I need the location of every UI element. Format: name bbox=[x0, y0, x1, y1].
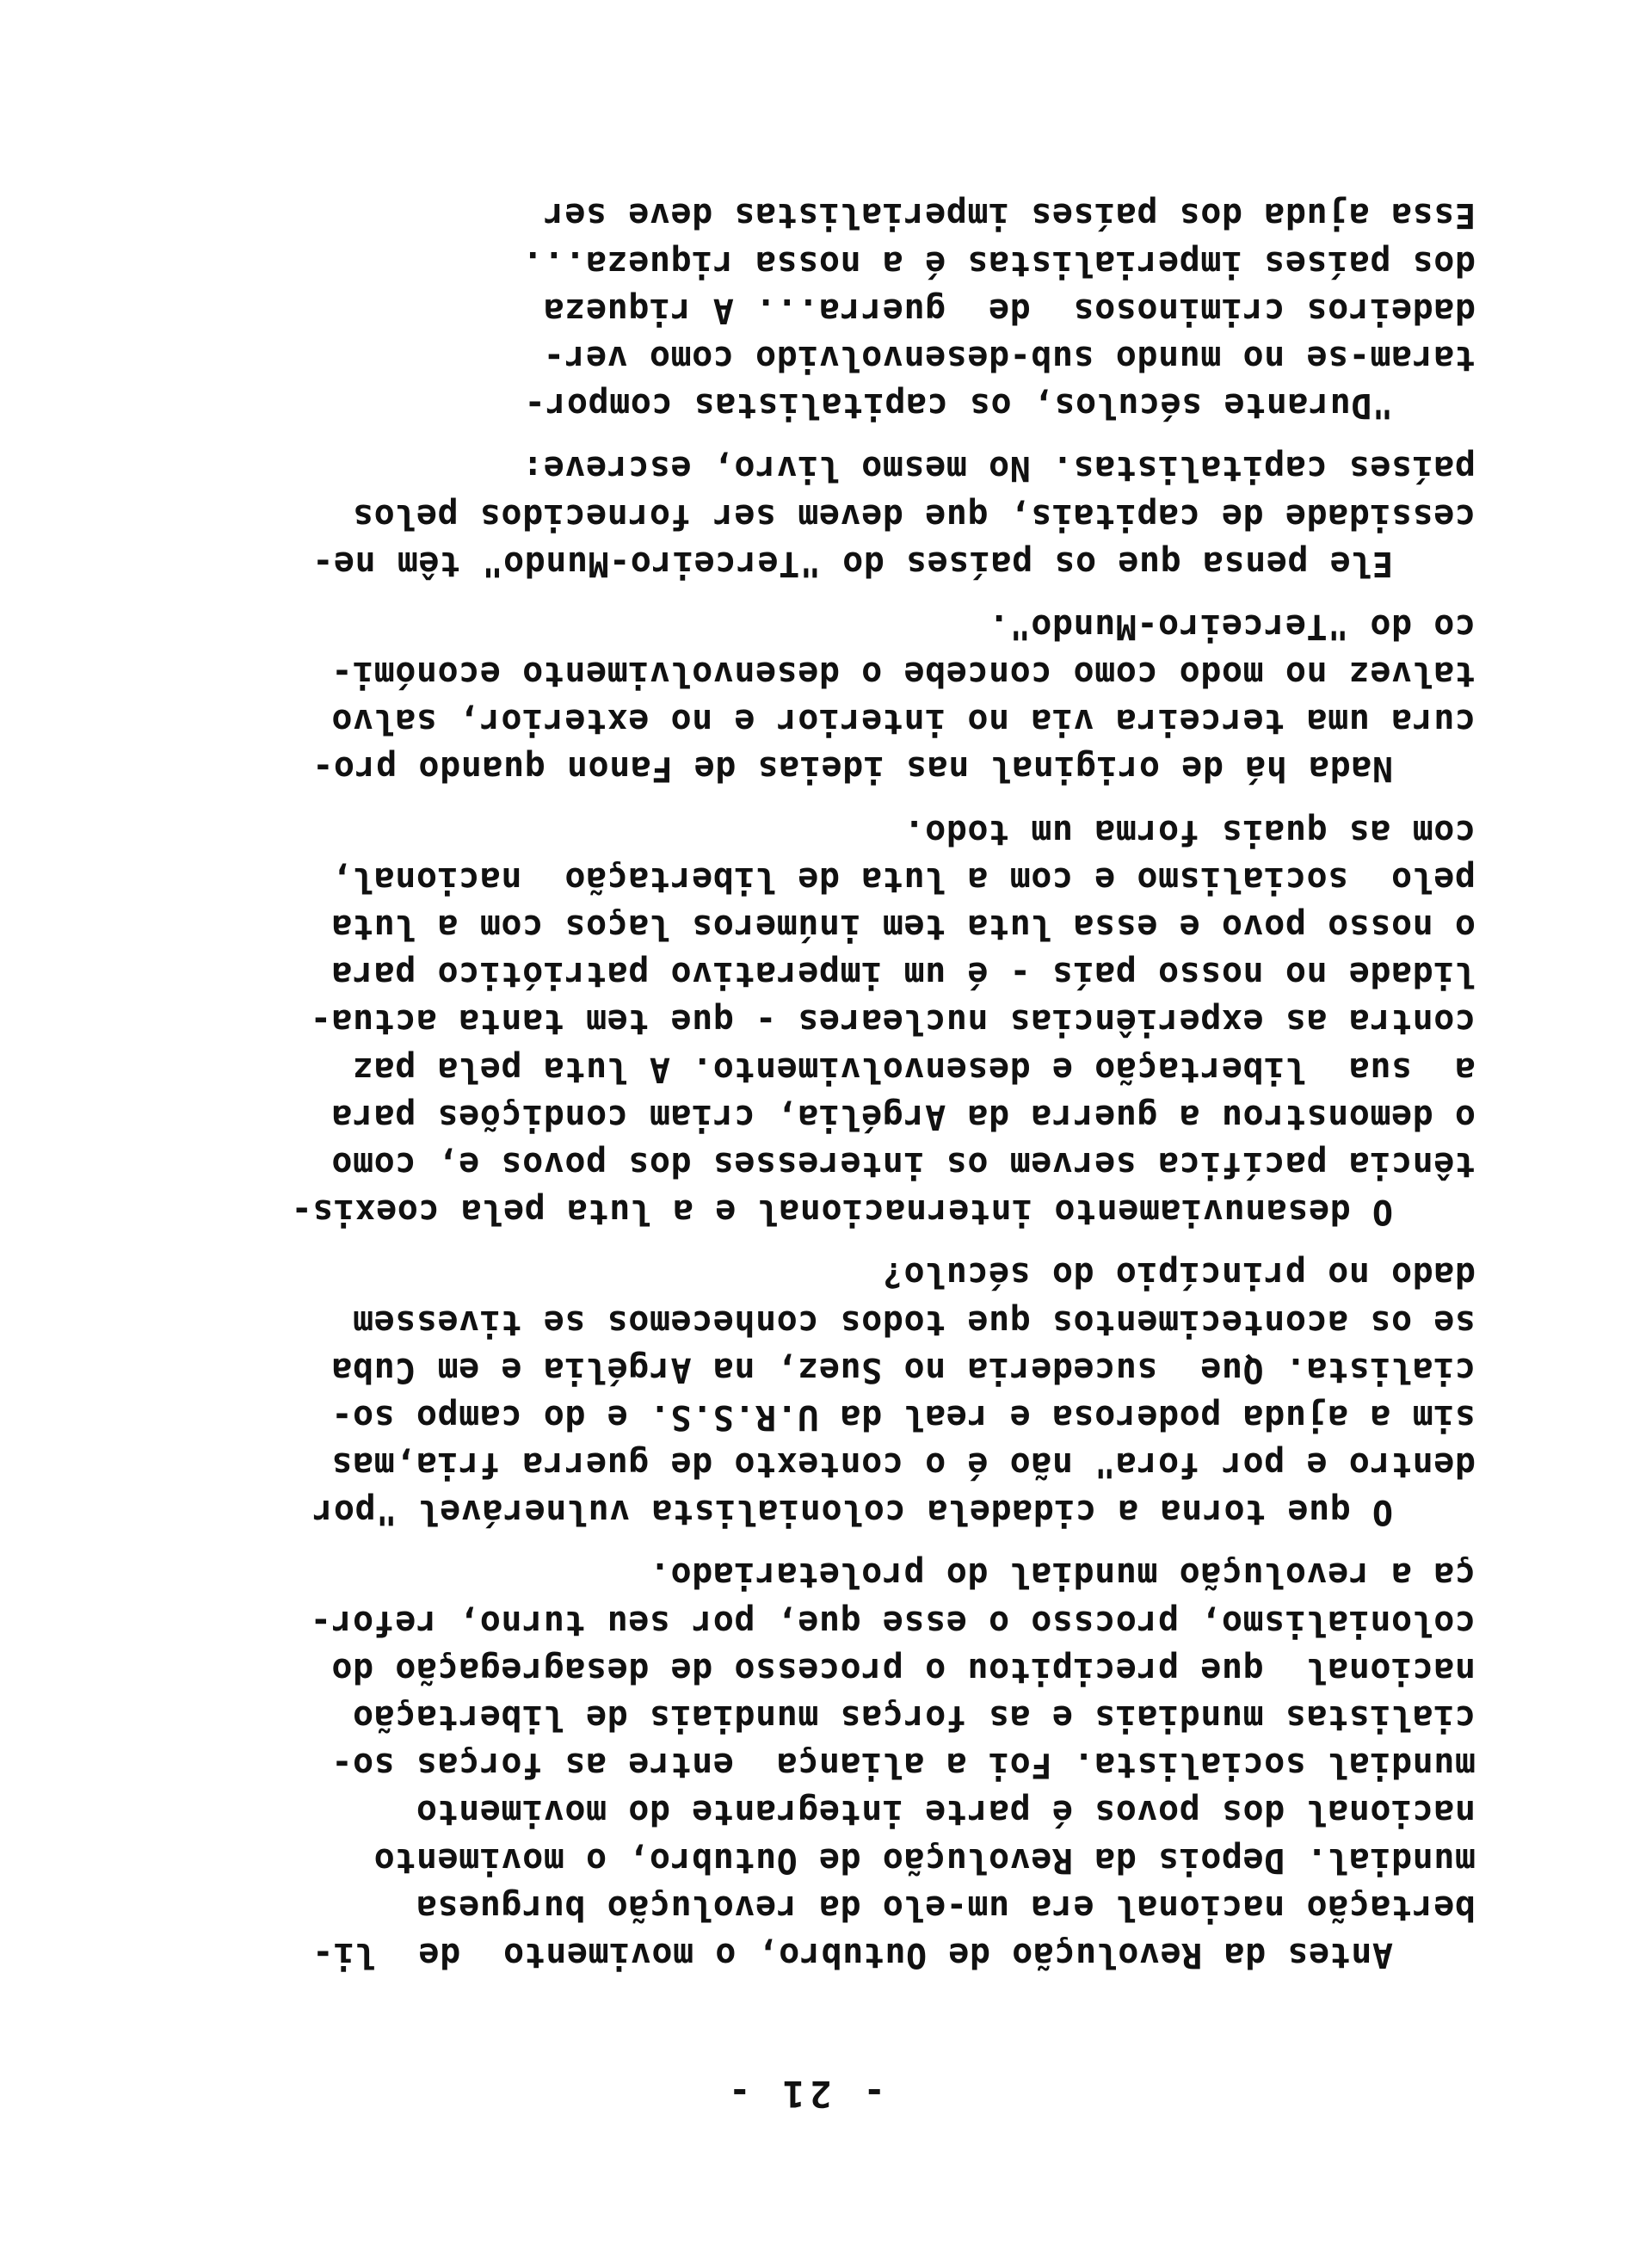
text-line: a sua libertação e desenvolvimento. A luta pela paz bbox=[352, 1049, 1476, 1089]
paragraph bbox=[133, 1250, 1476, 1535]
body-text bbox=[133, 191, 1476, 1978]
text-line: co do "Terceiro-Mundo". bbox=[988, 606, 1476, 646]
text-line: dos países imperialistas é a nossa riqueza... bbox=[521, 243, 1476, 283]
text-line: nacional dos povos é parte integrante do movimento bbox=[416, 1792, 1476, 1833]
text-line: se os acontecimentos que todos conhecemos se tivessem bbox=[352, 1302, 1476, 1342]
text-line: mundial socialista. Foi a aliança entre as forças so- bbox=[330, 1745, 1476, 1785]
page-number: - 21 - bbox=[724, 2073, 885, 2115]
text-line: tência pacífica servem os interesses dos povos e, como bbox=[330, 1144, 1476, 1184]
text-line: Antes da Revolução de Outubro, o movimento de li- bbox=[311, 1935, 1393, 1975]
text-line: sim a ajuda poderosa e real da U.R.S.S. e do campo so- bbox=[330, 1396, 1476, 1437]
text-line: O que torna a cidadela colonialista vulnerável "por bbox=[311, 1492, 1393, 1532]
text-line: mundial. Depois da Revolução de Outubro, o movimento bbox=[373, 1840, 1476, 1880]
text-line: colonialismo, procsso o esse que, por seu turno, refor- bbox=[310, 1602, 1476, 1643]
text-line: O desanuviamento internacional e a luta pela coexis- bbox=[291, 1192, 1393, 1232]
paragraph bbox=[133, 602, 1476, 792]
text-line: nacional que precipitou o processo de desagregação do bbox=[330, 1649, 1476, 1690]
paragraph bbox=[133, 808, 1476, 1236]
paragraph-gap bbox=[133, 428, 1476, 444]
text-line: cura uma terceira via no interior e no exterior, salvo bbox=[330, 701, 1476, 742]
text-line: com as quais forma um todo. bbox=[903, 811, 1476, 852]
page-content bbox=[133, 191, 1476, 2115]
paragraph bbox=[133, 1550, 1476, 1978]
paragraph-gap bbox=[133, 792, 1476, 808]
text-line: países capitalistas. No mesmo livro, escreve: bbox=[521, 448, 1476, 489]
text-line: cessidade de capitais, que devem ser fornecidos pelos bbox=[352, 496, 1476, 536]
text-line: talvez no modo como concebe o desenvolvimento económi- bbox=[330, 654, 1476, 694]
text-line: o nosso povo e essa luta tem inúmeros laços com a luta bbox=[330, 907, 1476, 947]
text-line: lidade no nosso país - é um imperativo patriótico para bbox=[330, 954, 1476, 995]
text-line: "Durante séculos, os capitalistas compor- bbox=[524, 385, 1393, 426]
text-line: dadeiros criminosos de guerra... A riqueza bbox=[543, 290, 1476, 330]
text-line: pelo socialismo e com a luta de libertação nacional, bbox=[330, 859, 1476, 899]
text-line: dado no princípio do século? bbox=[882, 1255, 1476, 1295]
paragraph-gap bbox=[133, 1235, 1476, 1250]
text-line: cialista. Que sucederia no Suez, na Argélia e em Cuba bbox=[330, 1349, 1476, 1390]
text-line: dentro e por fora" não é o contexto de guerra fria,mas bbox=[330, 1445, 1476, 1485]
text-line: contra as experiências nucleares - que tem tanta actua- bbox=[310, 1002, 1476, 1042]
text-line: Essa ajuda dos países imperialistas deve ser bbox=[543, 195, 1476, 236]
text-line: cialistas mundiais e as forças mundiais de libertação bbox=[352, 1698, 1476, 1738]
paragraph-gap bbox=[133, 1535, 1476, 1550]
text-line: bertação nacional era um-elo da revolução burguesa bbox=[416, 1887, 1476, 1927]
paragraph bbox=[133, 444, 1476, 587]
text-line: o demonstrou a guerra da Argélia, criam condições para bbox=[330, 1096, 1476, 1137]
paragraph-gap bbox=[133, 587, 1476, 602]
paragraph bbox=[133, 191, 1476, 428]
text-line: Ele pensa que os países do "Terceiro-Mundo" têm ne- bbox=[311, 543, 1393, 583]
text-line: ça a revolução mundial do proletariado. bbox=[649, 1555, 1476, 1595]
text-line: taram-se no mundo sub-desenvolvido como ver- bbox=[543, 338, 1476, 378]
text-line: Nada há de original nas ideias de Fanon quando pro- bbox=[311, 749, 1393, 789]
